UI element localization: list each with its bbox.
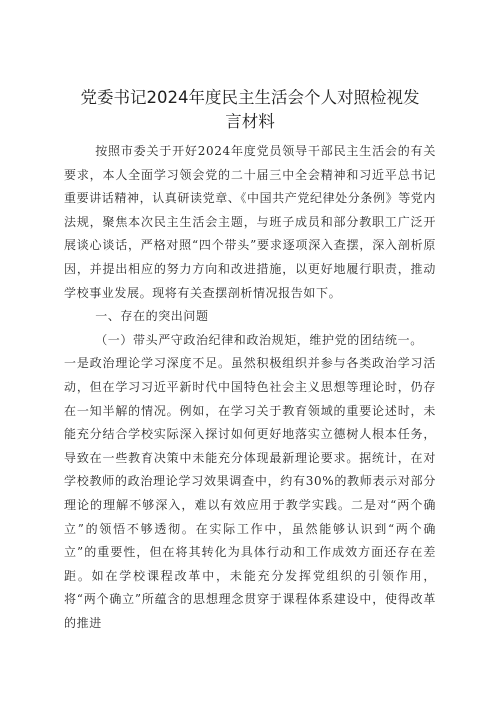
body-paragraph: 一是政治理论学习深度不足。虽然积极组织并参与各类政治学习活动，但在学习习近平新时代中国特色社会主义思想等理论时，仍存在一知半解的情况。例如，在学习关于教育领域的重要论述时，未能充分结合学校实际深入探讨如何更好地落实立德树人根本任务，导致在一些教育决策中未能充分体现最新理论要求。据统计，在对学校教师的政治理论学习效果调查中，约有30%的教师表示对部分理论的理解不够深入，难以有效应用于教学实践。二是对“两个确立”的领悟不够透彻。在实际工作中，虽然能够认识到“两个确立”的重要性，但在将其转化为具体行动和工作成效方面还存在差距。如在学校课程改革中，未能充分发挥党组织的引领作用，将“两个确立”所蕴含的思想理念贯穿于课程体系建设中，使得改革的推进 bbox=[64, 356, 436, 630]
document-title: 党委书记2024年度民主生活会个人对照检视发言材料 bbox=[80, 88, 420, 131]
intro-paragraph: 按照市委关于开好2024年度党员领导干部民主生活会的有关要求，本人全面学习领会党的二十届三中全会精神和习近平总书记重要讲话精神，认真研读党章、《中国共产党纪律处分条例》等党内法规，聚焦本次民主生活会主题，与班子成员和部分教职工广泛开展谈心谈话，严格对照“四个带头”要求逐项深入查摆，深入剖析原因，并提出相应的努力方向和改进措施，以更好地履行职责，推动学校事业发展。现将有关查摆剖析情况报告如下。 bbox=[64, 144, 437, 300]
subsection-heading: （一）带头严守政治纪律和政治规矩，维护党的团结统一。 bbox=[95, 332, 423, 347]
section-heading: 一、存在的突出问题 bbox=[95, 309, 209, 324]
